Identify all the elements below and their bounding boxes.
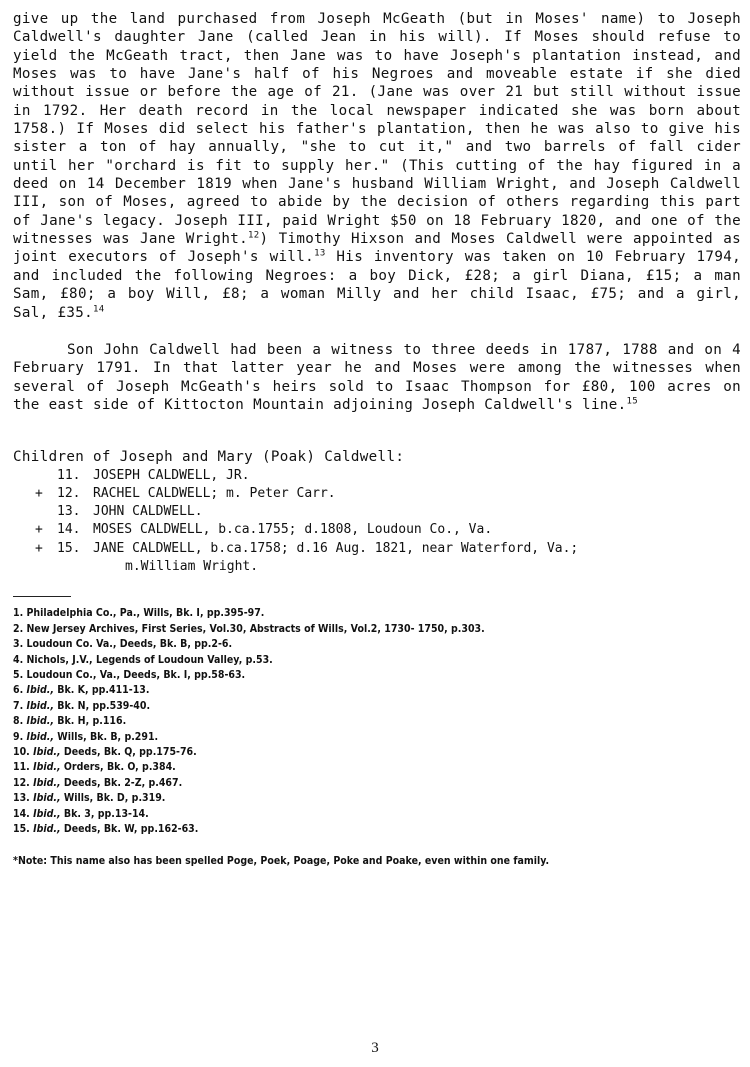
footnote bbox=[13, 729, 639, 744]
footnote-number: 2. bbox=[13, 621, 24, 635]
footnote-number: 11. bbox=[13, 760, 30, 774]
footnote-divider bbox=[13, 596, 71, 597]
child-number: 13. bbox=[57, 504, 81, 520]
child-marker: + bbox=[35, 485, 43, 501]
footnote-number: 14. bbox=[13, 806, 30, 820]
child-text: JOSEPH CALDWELL, JR. bbox=[93, 467, 250, 483]
child-number: 14. bbox=[57, 522, 81, 538]
footnote bbox=[13, 605, 639, 620]
footnote-text: Deeds, Bk. W, pp.162-63. bbox=[60, 822, 199, 836]
footnote-number: 5. bbox=[13, 667, 24, 681]
footnote bbox=[13, 775, 639, 790]
child-number: 12. bbox=[57, 485, 81, 501]
footnote-ref-12: 12 bbox=[248, 230, 260, 241]
footnote-number: 3. bbox=[13, 637, 24, 651]
footnote-ibid: Ibid., bbox=[26, 729, 54, 743]
child-item bbox=[13, 485, 741, 503]
children-heading: Children of Joseph and Mary (Poak) Caldwell: bbox=[13, 449, 405, 466]
footnote-text: Deeds, Bk. 2-Z, p.467. bbox=[60, 775, 183, 789]
footnote-number: 1. bbox=[13, 606, 24, 620]
child-number: 11. bbox=[57, 467, 81, 483]
child-text: JOHN CALDWELL. bbox=[93, 504, 203, 520]
footnote-number: 6. bbox=[13, 683, 24, 697]
footnote bbox=[13, 806, 639, 821]
footnote bbox=[13, 621, 639, 636]
footnote bbox=[13, 713, 639, 728]
footnote-ibid: Ibid., bbox=[33, 775, 61, 789]
footnote bbox=[13, 698, 639, 713]
paragraph-2 bbox=[13, 341, 741, 414]
spelling-note: *Note: This name also has been spelled Poge, Poek, Poage, Poke and Poake, even within one family. bbox=[13, 854, 550, 868]
children-list bbox=[13, 467, 741, 577]
footnote-ibid: Ibid., bbox=[33, 822, 61, 836]
paragraph-1-part-b: ) Timothy Hixson and Moses Caldwell were appointed as joint executors of Joseph's will. bbox=[13, 231, 741, 266]
child-item bbox=[13, 503, 741, 521]
footnote-number: 13. bbox=[13, 791, 30, 805]
footnote-text: Orders, Bk. O, p.384. bbox=[60, 760, 176, 774]
child-item bbox=[13, 467, 741, 485]
paragraph-1-part-a: give up the land purchased from Joseph McGeath (but in Moses' name) to Joseph Caldwell's daughter Jane (called Jean in his will). If Moses should refuse to yield the McGeath tract, then Jane was to have Joseph's plantation instead, and Moses was to have Jane's half of his Negroes and moveable estate if she died without issue or before the age of 21. (Jane was over 21 but still without issue in 1792. Her death record in the local newspaper indicated she was born about 1758.) If Moses did select his father's plantation, then he was also to give his sister a ton of hay annually, "she to cut it," and two barrels of fall cider until her "orchard is fit to supply her." (This cutting of the hay figured in a deed on 14 December 1819 when Jane's husband William Wright, and Joseph Caldwell III, son of Moses, agreed to abide by the decision of others regarding this part of Jane's legacy. Joseph III, paid Wright $50 on 18 February 1820, and one of the witnesses was Jane Wright. bbox=[13, 11, 741, 248]
child-item bbox=[13, 540, 741, 577]
footnote-number: 8. bbox=[13, 714, 24, 728]
footnote-ref-13: 13 bbox=[314, 248, 326, 259]
footnote-number: 9. bbox=[13, 729, 24, 743]
child-item bbox=[13, 521, 741, 539]
page-number: 3 bbox=[371, 1040, 379, 1056]
footnote-ibid: Ibid., bbox=[26, 683, 54, 697]
footnote-text: Loudoun Co. Va., Deeds, Bk. B, pp.2-6. bbox=[26, 637, 233, 651]
footnote-number: 4. bbox=[13, 652, 24, 666]
footnote-ref-14: 14 bbox=[93, 303, 105, 314]
footnote-text: Bk. 3, pp.13-14. bbox=[60, 806, 149, 820]
child-text: RACHEL CALDWELL; m. Peter Carr. bbox=[93, 485, 336, 501]
child-marker: + bbox=[35, 540, 43, 556]
footnote-number: 7. bbox=[13, 698, 24, 712]
footnote-ibid: Ibid., bbox=[26, 698, 54, 712]
footnote-number: 10. bbox=[13, 745, 30, 758]
footnote-text: Bk. H, p.116. bbox=[53, 714, 127, 728]
footnote-ibid: Ibid., bbox=[33, 806, 61, 820]
footnote-text: Philadelphia Co., Pa., Wills, Bk. I, pp.395-97. bbox=[26, 606, 265, 620]
paragraph-2-text: Son John Caldwell had been a witness to three deeds in 1787, 1788 and on 4 February 1791. In that latter year he and Moses were among the witnesses when several of Joseph McGeath's heirs sold to Isaac Thompson for £80, 100 acres on the east side of Kittocton Mountain adjoining Joseph Caldwell's line. bbox=[13, 341, 741, 413]
footnote-text: Bk. N, pp.539-40. bbox=[53, 698, 151, 712]
footnote-ibid: Ibid., bbox=[33, 745, 61, 758]
paragraph-1-part-c: His inventory was taken on 10 February 1794, and included the following Negroes: a boy Dick, £28; a girl Diana, £15; a man Sam, £80; a boy Will, £8; a woman Milly and her child Isaac, £75; and a girl, Sal, £35. bbox=[13, 249, 741, 321]
footnote bbox=[13, 682, 639, 697]
footnote-text: Bk. K, pp.411-13. bbox=[53, 683, 150, 697]
child-text: MOSES CALDWELL, b.ca.1755; d.1808, Loudoun Co., Va. bbox=[93, 522, 493, 538]
footnote bbox=[13, 744, 639, 759]
footnote-text: New Jersey Archives, First Series, Vol.30, Abstracts of Wills, Vol.2, 1730- 1750, p.303. bbox=[26, 621, 485, 635]
footnote bbox=[13, 636, 639, 651]
footnote-text: Wills, Bk. D, p.319. bbox=[60, 791, 166, 805]
footnote bbox=[13, 652, 639, 667]
child-text: JANE CALDWELL, b.ca.1758; d.16 Aug. 1821, near Waterford, Va.; bbox=[93, 540, 579, 556]
child-number: 15. bbox=[57, 540, 81, 556]
footnote-text: Loudoun Co., Va., Deeds, Bk. I, pp.58-63. bbox=[26, 667, 246, 681]
document-page bbox=[13, 10, 741, 867]
footnote bbox=[13, 790, 639, 805]
footnote-ibid: Ibid., bbox=[33, 791, 61, 805]
footnote-ibid: Ibid., bbox=[33, 760, 61, 774]
footnote bbox=[13, 821, 639, 836]
footnotes bbox=[13, 605, 741, 836]
paragraph-1 bbox=[13, 10, 741, 322]
footnote-text: Nichols, J.V., Legends of Loudoun Valley, p.53. bbox=[26, 652, 273, 666]
footnote-number: 12. bbox=[13, 775, 30, 789]
footnote-text: Wills, Bk. B, p.291. bbox=[53, 729, 159, 743]
footnote-ref-15: 15 bbox=[626, 396, 639, 407]
footnote-text: Deeds, Bk. Q, pp.175-76. bbox=[60, 745, 197, 758]
footnote-number: 15. bbox=[13, 822, 30, 836]
footnote bbox=[13, 759, 639, 774]
child-marker: + bbox=[35, 522, 43, 538]
footnote-ibid: Ibid., bbox=[26, 714, 54, 728]
child-text-continuation: m.William Wright. bbox=[125, 559, 259, 575]
footnote bbox=[13, 667, 639, 682]
